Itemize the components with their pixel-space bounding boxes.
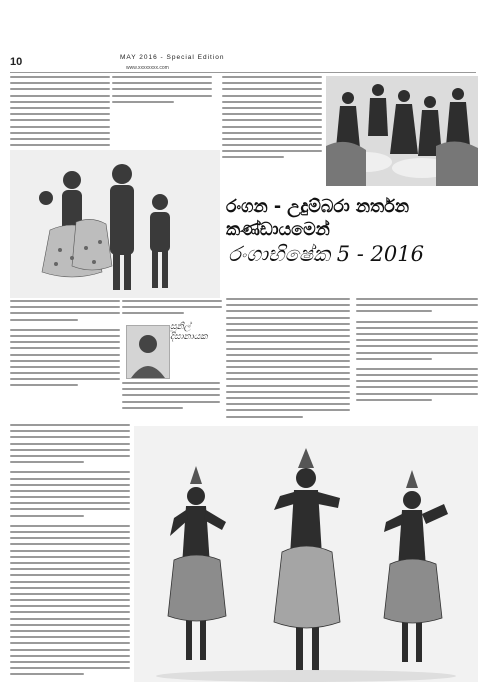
- article-dateline: රංගාභිෂේක 5 - 2016: [228, 242, 424, 266]
- header-rule: [10, 72, 476, 73]
- family-photo: [10, 150, 220, 298]
- byline-signature: [170, 322, 216, 362]
- text-column-4: [10, 300, 120, 418]
- text-column-8: [356, 298, 478, 420]
- website: www.xxxxxxxx.com: [126, 65, 169, 71]
- article-headline: රංගන - උදුම්බරා නර්තන කණ්ඩායමෙන්: [226, 197, 410, 240]
- dancers-group-photo: [326, 76, 478, 186]
- author-portrait: [126, 325, 170, 379]
- text-column-5: [122, 300, 222, 322]
- page-number: 10: [10, 56, 23, 68]
- dancers-performance-photo: [134, 426, 478, 682]
- text-column-7: [226, 298, 350, 420]
- byline-name: සුනිල් දිසානායක: [170, 322, 208, 342]
- masthead: MAY 2016 - Special Edition: [120, 54, 225, 61]
- text-column-9: [10, 424, 130, 682]
- text-column-3: [222, 76, 322, 196]
- text-column-2: [112, 76, 212, 118]
- text-column-6: [122, 382, 220, 418]
